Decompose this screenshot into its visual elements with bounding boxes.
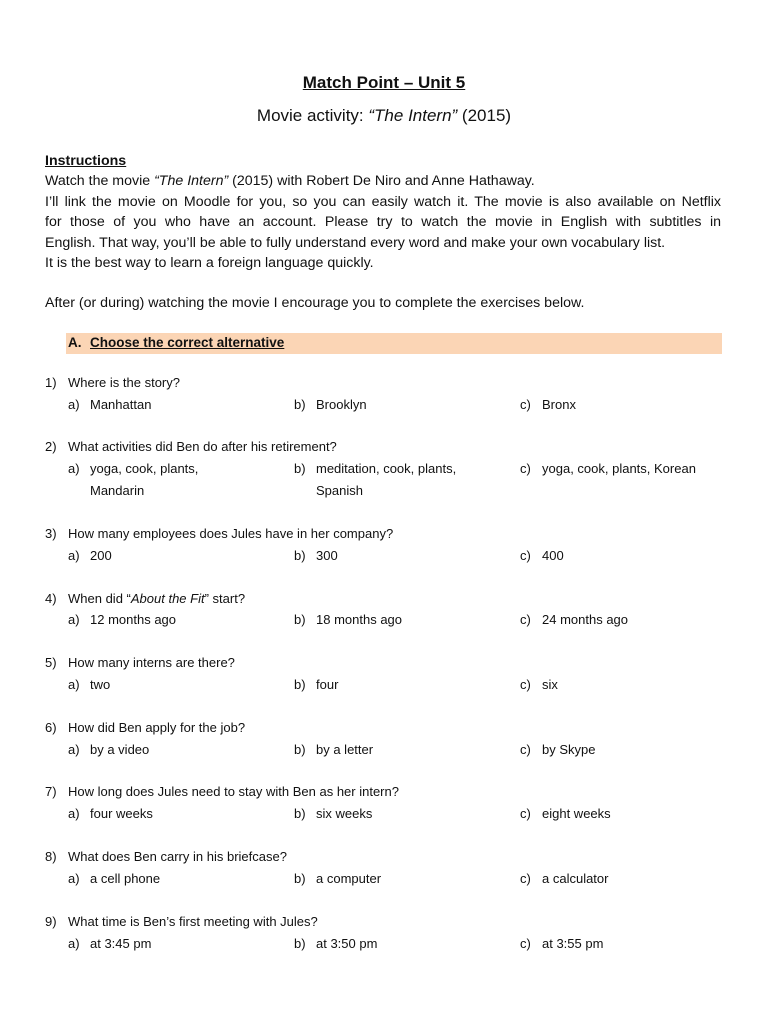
option-letter: c) (520, 677, 531, 692)
question-text: How many interns are there? (68, 655, 235, 670)
option-letter: b) (294, 936, 306, 951)
option-letter: a) (68, 548, 80, 563)
option-letter: c) (520, 548, 531, 563)
question-number: 2) (45, 439, 57, 454)
option-text: at 3:55 pm (542, 936, 604, 951)
question-text (68, 591, 245, 606)
option-letter: a) (68, 461, 80, 476)
question-number: 9) (45, 914, 57, 929)
option-letter: b) (294, 612, 306, 627)
question-text-a: When did “ (68, 591, 131, 606)
option-letter: b) (294, 742, 306, 757)
option-text: yoga, cook, plants, Korean (542, 461, 696, 476)
option-letter: a) (68, 871, 80, 886)
question-text-italic: About the Fit (130, 591, 205, 606)
question-text: What time is Ben’s first meeting with Jules? (68, 914, 318, 929)
instructions-line: English. That way, you’ll be able to fully understand every word and make your own vocabulary list. (45, 234, 666, 251)
instructions-line1-a: Watch the movie (45, 173, 155, 190)
subtitle-movie: “The Intern” (368, 106, 458, 125)
question-number: 1) (45, 375, 57, 390)
option-text: 18 months ago (316, 612, 403, 627)
question-text: What does Ben carry in his briefcase? (68, 849, 287, 864)
option-text: yoga, cook, plants, Mandarin (90, 461, 199, 498)
subtitle-suffix: (2015) (457, 106, 512, 125)
option-letter: b) (294, 461, 306, 476)
question-number: 5) (45, 655, 57, 670)
option-letter: b) (294, 397, 306, 412)
instructions-block (45, 151, 721, 273)
option-letter: c) (520, 461, 531, 476)
option-letter: a) (68, 677, 80, 692)
option-text: a computer (316, 871, 382, 886)
instructions-line: It is the best way to learn a foreign language quickly. (45, 255, 374, 272)
question-number: 3) (45, 526, 57, 541)
question-text-b: ” start? (204, 591, 246, 606)
option-letter: b) (294, 806, 306, 821)
option-text: 24 months ago (542, 612, 629, 627)
option-text: 200 (90, 548, 112, 563)
option-letter: c) (520, 936, 531, 951)
question-text: How many employees does Jules have in her company? (68, 526, 394, 541)
page-title: Match Point – Unit 5 (302, 73, 466, 92)
option-letter: a) (68, 612, 80, 627)
option-text: six weeks (316, 806, 373, 821)
instructions-line: I’ll link the movie on Moodle for you, so you can easily watch it. The movie is also available on Netflix (45, 193, 721, 210)
page-subtitle (0, 106, 768, 126)
option-text: four weeks (90, 806, 153, 821)
option-letter: c) (520, 871, 531, 886)
option-text: at 3:50 pm (316, 936, 378, 951)
option-letter: a) (68, 742, 80, 757)
option-letter: c) (520, 742, 531, 757)
question-number: 7) (45, 784, 57, 799)
instructions-movie: “The Intern” (154, 173, 229, 190)
option-letter: c) (520, 806, 531, 821)
option-text: a cell phone (90, 871, 161, 886)
option-letter: b) (294, 871, 306, 886)
option-letter: c) (520, 397, 531, 412)
option-text: by a video (90, 742, 150, 757)
section-label: Choose the correct alternative (90, 335, 285, 350)
question-number: 4) (45, 591, 57, 606)
option-text: Brooklyn (316, 397, 367, 412)
option-text: meditation, cook, plants, Spanish (316, 461, 457, 498)
option-letter: a) (68, 806, 80, 821)
option-text: Manhattan (90, 397, 152, 412)
question-text: Where is the story? (68, 375, 180, 390)
question-text: How did Ben apply for the job? (68, 720, 246, 735)
option-text: eight weeks (542, 806, 611, 821)
question-text: How long does Jules need to stay with Ben as her intern? (68, 784, 399, 799)
subtitle-prefix: Movie activity: (256, 106, 369, 125)
option-letter: c) (520, 612, 531, 627)
question-text: What activities did Ben do after his retirement? (68, 439, 337, 454)
after-text: After (or during) watching the movie I encourage you to complete the exercises below. (45, 295, 585, 311)
instructions-heading: Instructions (45, 153, 127, 169)
option-text: 300 (316, 548, 338, 563)
instructions-line: for those of you who have an account. Please try to watch the movie in English with subtitles in (45, 214, 721, 231)
instructions-line (45, 171, 721, 191)
option-text: a calculator (542, 871, 609, 886)
instructions-line1-b: (2015) with Robert De Niro and Anne Hathaway. (228, 173, 535, 190)
option-text: by a letter (316, 742, 374, 757)
option-letter: a) (68, 397, 80, 412)
option-letter: a) (68, 936, 80, 951)
section-letter: A. (68, 335, 82, 350)
option-text: six (542, 677, 558, 692)
option-text: at 3:45 pm (90, 936, 152, 951)
section-a-heading (66, 333, 722, 354)
option-text: 400 (542, 548, 564, 563)
question-number: 6) (45, 720, 57, 735)
question-number: 8) (45, 849, 57, 864)
option-letter: b) (294, 677, 306, 692)
option-text: 12 months ago (90, 612, 177, 627)
option-text: by Skype (542, 742, 596, 757)
option-text: four (316, 677, 339, 692)
option-letter: b) (294, 548, 306, 563)
option-text: Bronx (542, 397, 576, 412)
option-text: two (90, 677, 111, 692)
